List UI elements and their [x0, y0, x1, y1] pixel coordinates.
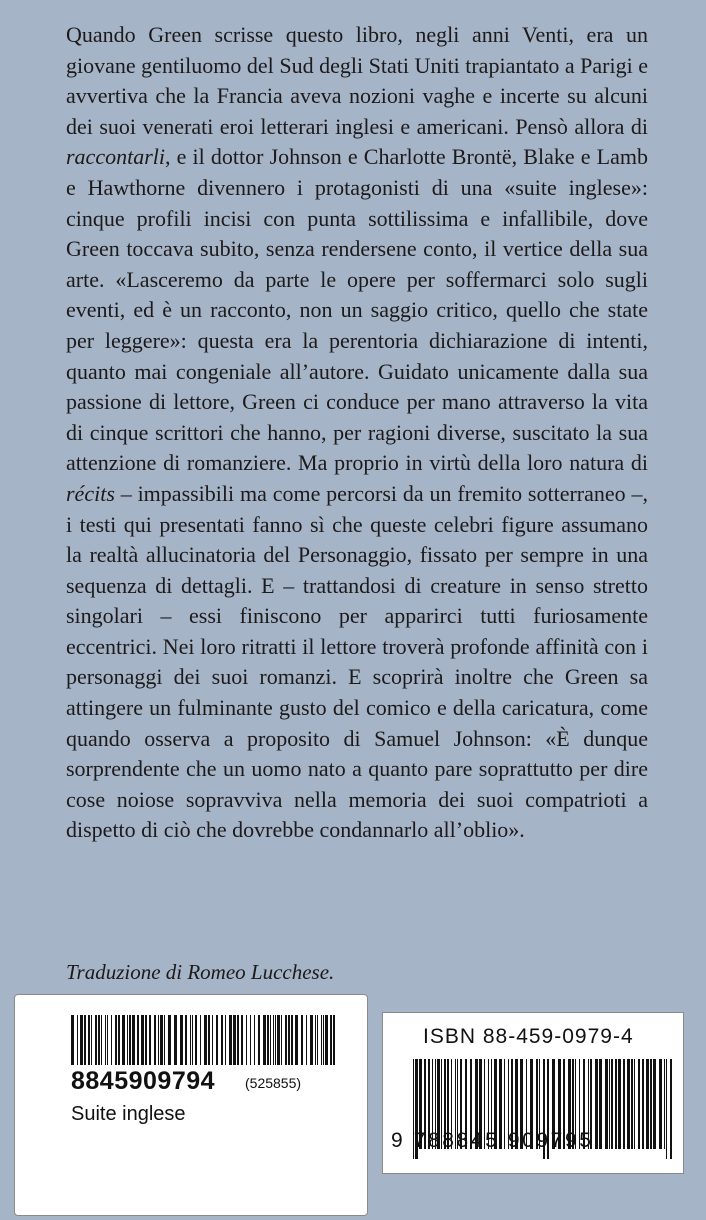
barcode-bar [321, 1015, 322, 1065]
barcode-bar [71, 1015, 74, 1065]
barcode-bar [295, 1015, 298, 1065]
barcode-bar [273, 1015, 274, 1065]
inventory-title: Suite inglese [71, 1103, 186, 1125]
barcode-bar [291, 1015, 293, 1065]
barcode-bar [611, 1059, 613, 1149]
barcode-bar [301, 1015, 303, 1065]
barcode-bar [137, 1015, 139, 1065]
barcode-bar [666, 1059, 667, 1159]
barcode-bar [250, 1015, 251, 1065]
barcode-bar [225, 1015, 226, 1065]
barcode-bar [168, 1015, 171, 1065]
inventory-sticker [14, 994, 368, 1216]
barcode-bar [330, 1015, 332, 1065]
barcode-bar [267, 1015, 269, 1065]
barcode-bar [185, 1015, 187, 1065]
barcode-bar [164, 1015, 165, 1065]
barcode-bar [317, 1015, 318, 1065]
inventory-code: 8845909794 [71, 1067, 216, 1095]
barcode-bar [101, 1015, 102, 1065]
barcode-bar [195, 1015, 197, 1065]
barcode-bar [174, 1015, 177, 1065]
barcode-bar [288, 1015, 290, 1065]
barcode-bar [275, 1015, 276, 1065]
barcode-bar [88, 1015, 90, 1065]
barcode-bar [618, 1059, 621, 1149]
barcode-bar [627, 1059, 630, 1149]
barcode-bar [212, 1015, 213, 1065]
barcode-bar [77, 1015, 78, 1065]
blurb-italic-recits: récits [66, 480, 115, 506]
back-cover-blurb [66, 20, 648, 846]
isbn-text: ISBN 88-459-0979-4 [423, 1025, 634, 1048]
barcode-bar [638, 1059, 640, 1149]
barcode-bar [154, 1015, 156, 1065]
barcode-bar [237, 1015, 239, 1065]
barcode-bar [221, 1015, 223, 1065]
barcode-bar [149, 1015, 151, 1065]
barcode-bar [192, 1015, 193, 1065]
barcode-bar [281, 1015, 282, 1065]
barcode-bar [615, 1059, 617, 1149]
barcode-bar [122, 1015, 125, 1065]
barcode-bar [204, 1015, 207, 1065]
barcode-bar [642, 1059, 644, 1149]
barcode-bar [333, 1015, 335, 1065]
barcode-bar [127, 1015, 128, 1065]
barcode-bar [241, 1015, 243, 1065]
barcode-bar [80, 1015, 83, 1065]
barcode-bar [132, 1015, 135, 1065]
barcode-bar [599, 1059, 602, 1149]
barcode-bar [107, 1015, 108, 1065]
barcode-bar [646, 1059, 649, 1149]
barcode-bar [118, 1015, 120, 1065]
barcode-bar [91, 1015, 92, 1065]
barcode-bar [306, 1015, 307, 1065]
isbn-sticker [382, 1012, 684, 1174]
barcode-bar [258, 1015, 260, 1065]
ean-digits: 9 788845 909795 [391, 1129, 594, 1152]
barcode-bar [263, 1015, 266, 1065]
barcode-bar [115, 1015, 117, 1065]
barcode-bar [233, 1015, 236, 1065]
barcode-bar [285, 1015, 287, 1065]
blurb-text-1: Quando Green scrisse questo libro, negli anni Venti, era un giovane gentiluomo del Sud degli Stati Uniti trapiantato a Parigi e avvertiva che la Francia aveva nozioni vaghe e incerte su alcuni dei suoi venerati eroi letterari inglesi e americani. Pensò allora di [66, 22, 648, 139]
barcode-bar [246, 1015, 247, 1065]
barcode-bar [84, 1015, 86, 1065]
barcode-bar [325, 1015, 328, 1065]
barcode-bar [659, 1059, 662, 1149]
barcode-bar [254, 1015, 255, 1065]
barcode-bar [129, 1015, 131, 1065]
blurb-text-3: – impassibili ma come percorsi da un fremito sotterraneo –, i testi qui presentati fanno sì che queste celebri figure assumano la realtà allucinatoria del Personaggio, fissato per sempre in una sequenza di dettagli. E – trattandosi di creature in senso stretto singolari – essi finiscono per apparirci tutti furiosamente eccentrici. Nei loro ritratti il lettore troverà profonde affinità con i personaggi dei suoi romanzi. E scoprirà inoltre che Green sa attingere un fulminante gusto del comico e della caricatura, come quando osserva a proposito di Samuel Johnson: «È dunque sorprendente che un uomo nato a quanto pare soprattutto per dire cose noiose sopravviva nella memoria dei suoi compatrioti a dispetto di ciò che dovrebbe condannarlo all’oblio». [66, 480, 648, 843]
barcode-bar [190, 1015, 191, 1065]
barcode-bar [623, 1059, 625, 1149]
inventory-number: (525855) [245, 1075, 302, 1091]
barcode-bar [605, 1059, 608, 1149]
barcode-bar [216, 1015, 218, 1065]
barcode-bar [323, 1015, 324, 1065]
barcode-bar [160, 1015, 163, 1065]
blurb-text-2: , e il dottor Johnson e Charlotte Brontë, Blake e Lamb e Hawthorne divennero i protagonisti di una «suite inglese»: cinque profili incisi con punta sottilissima e infallibile, dove Green toccava subito, senza rendersene conto, il vertice della sua arte. «Lasceremo da parte le opere per soffermarci solo sugli eventi, ed è un racconto, non un saggio critico, quello che state per leggere»: questa era la perentoria dichiarazione di intenti, quanto mai congeniale all’autore. Guidato unicamente dalla sua passione di lettore, Green ci conduce per mano attraverso la vita di cinque scrittori che hanno, per ragioni diverse, suscitato la sua attenzione di romanziere. Ma proprio in virtù della loro natura di [66, 144, 648, 476]
barcode-bar [653, 1059, 656, 1149]
inventory-barcode [71, 1015, 341, 1065]
translation-credit: Traduzione di Romeo Lucchese. [66, 960, 335, 984]
barcode-bar [200, 1015, 201, 1065]
barcode-bar [631, 1059, 633, 1149]
barcode-bar [111, 1015, 112, 1065]
barcode-bar [180, 1015, 183, 1065]
barcode-bar [208, 1015, 210, 1065]
barcode-bar [270, 1015, 271, 1065]
barcode-bar [95, 1015, 97, 1065]
barcode-bar [634, 1059, 635, 1149]
blurb-italic-raccontarli: raccontarli [66, 144, 165, 170]
barcode-bar [145, 1015, 147, 1065]
barcode-bar [609, 1059, 610, 1149]
barcode-bar [664, 1059, 665, 1149]
barcode-bar [158, 1015, 159, 1065]
barcode-bar [315, 1015, 316, 1065]
barcode-bar [595, 1059, 598, 1149]
barcode-bar [277, 1015, 280, 1065]
barcode-bar [229, 1015, 232, 1065]
barcode-bar [98, 1015, 100, 1065]
barcode-bar [650, 1059, 652, 1149]
barcode-bar [310, 1015, 313, 1065]
barcode-bar [141, 1015, 144, 1065]
barcode-bar [670, 1059, 672, 1159]
barcode-bar [105, 1015, 106, 1065]
